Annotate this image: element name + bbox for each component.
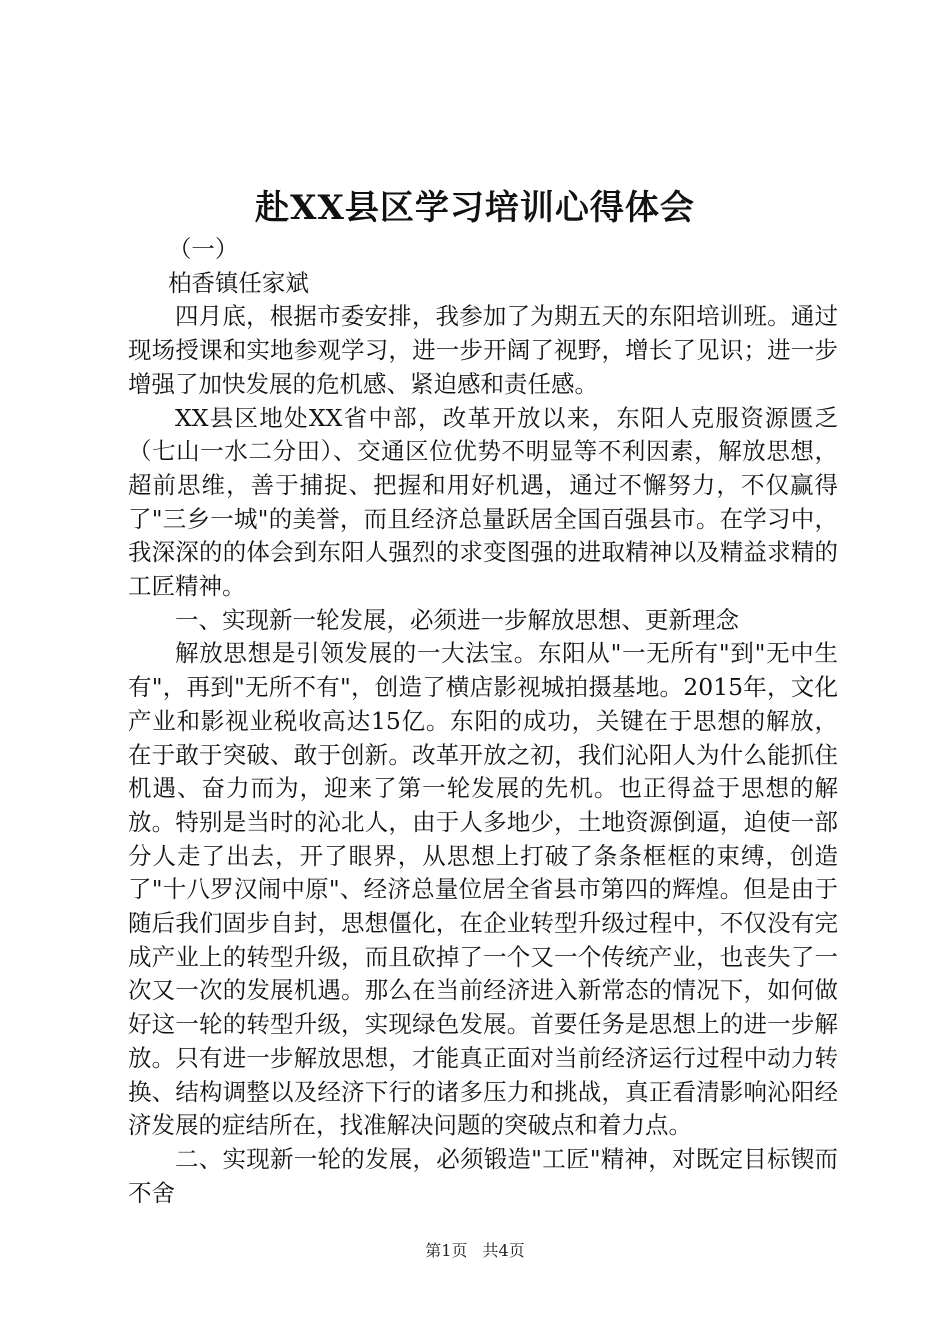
paragraph-section-one: 解放思想是引领发展的一大法宝。东阳从"一无所有"到"无中生有"，再到"无所不有"，创造了横店影视城拍摄基地。2015年，文化产业和影视业税收高达15亿。东阳的成功，关键在于思想的解放，在于敢于突破、敢于创新。改革开放之初，我们沁阳人为什么能抓住机遇、奋力而为，迎来了第一轮发展的先机。也正得益于思想的解放。特别是当时的沁北人，由于人多地少，土地资源倒逼，迫使一部分人走了出去，开了眼界，从思想上打破了条条框框的束缚，创造了"十八罗汉闹中原"、经济总量位居全省县市第四的辉煌。但是由于随后我们固步自封，思想僵化，在企业转型升级过程中，不仅没有完成产业上的转型升级，而且砍掉了一个又一个传统产业，也丧失了一次又一次的发展机遇。那么在当前经济进入新常态的情况下，如何做好这一轮的转型升级，实现绿色发展。首要任务是思想上的进一步解放。只有进一步解放思想，才能真正面对当前经济运行过程中动力转换、结构调整以及经济下行的诸多压力和挑战，真正看清影响沁阳经济发展的症结所在，找准解决问题的突破点和着力点。 bbox=[128, 639, 838, 1140]
paragraph-background: XX县区地处XX省中部，改革开放以来，东阳人克服资源匮乏（七山一水二分田）、交通区位优势不明显等不利因素，解放思想，超前思维，善于捕捉、把握和用好机遇，通过不懈努力，不仅赢得了"三乡一城"的美誉，而且经济总量跃居全国百强县市。在学习中，我深深的的体会到东阳人强烈的求变图强的进取精神以及精益求精的工匠精神。 bbox=[128, 403, 838, 601]
heading-section-one: 一、实现新一轮发展，必须进一步解放思想、更新理念 bbox=[175, 605, 739, 634]
page-footer bbox=[0, 1240, 950, 1262]
page-number: 第1页 bbox=[425, 1241, 468, 1260]
document-title: 赴XX县区学习培训心得体会 bbox=[255, 188, 695, 228]
section-number: （一） bbox=[167, 235, 239, 263]
document-body bbox=[128, 233, 838, 1210]
paragraph-intro: 四月底，根据市委安排，我参加了为期五天的东阳培训班。通过现场授课和实地参观学习，进一步开阔了视野，增长了见识；进一步增强了加快发展的危机感、紧迫感和责任感。 bbox=[128, 302, 838, 398]
page-total: 共4页 bbox=[482, 1241, 525, 1260]
author-line: 柏香镇任家斌 bbox=[167, 268, 309, 297]
heading-section-two: 二、实现新一轮的发展，必须锻造"工匠"精神，对既定目标锲而不舍 bbox=[128, 1144, 838, 1207]
